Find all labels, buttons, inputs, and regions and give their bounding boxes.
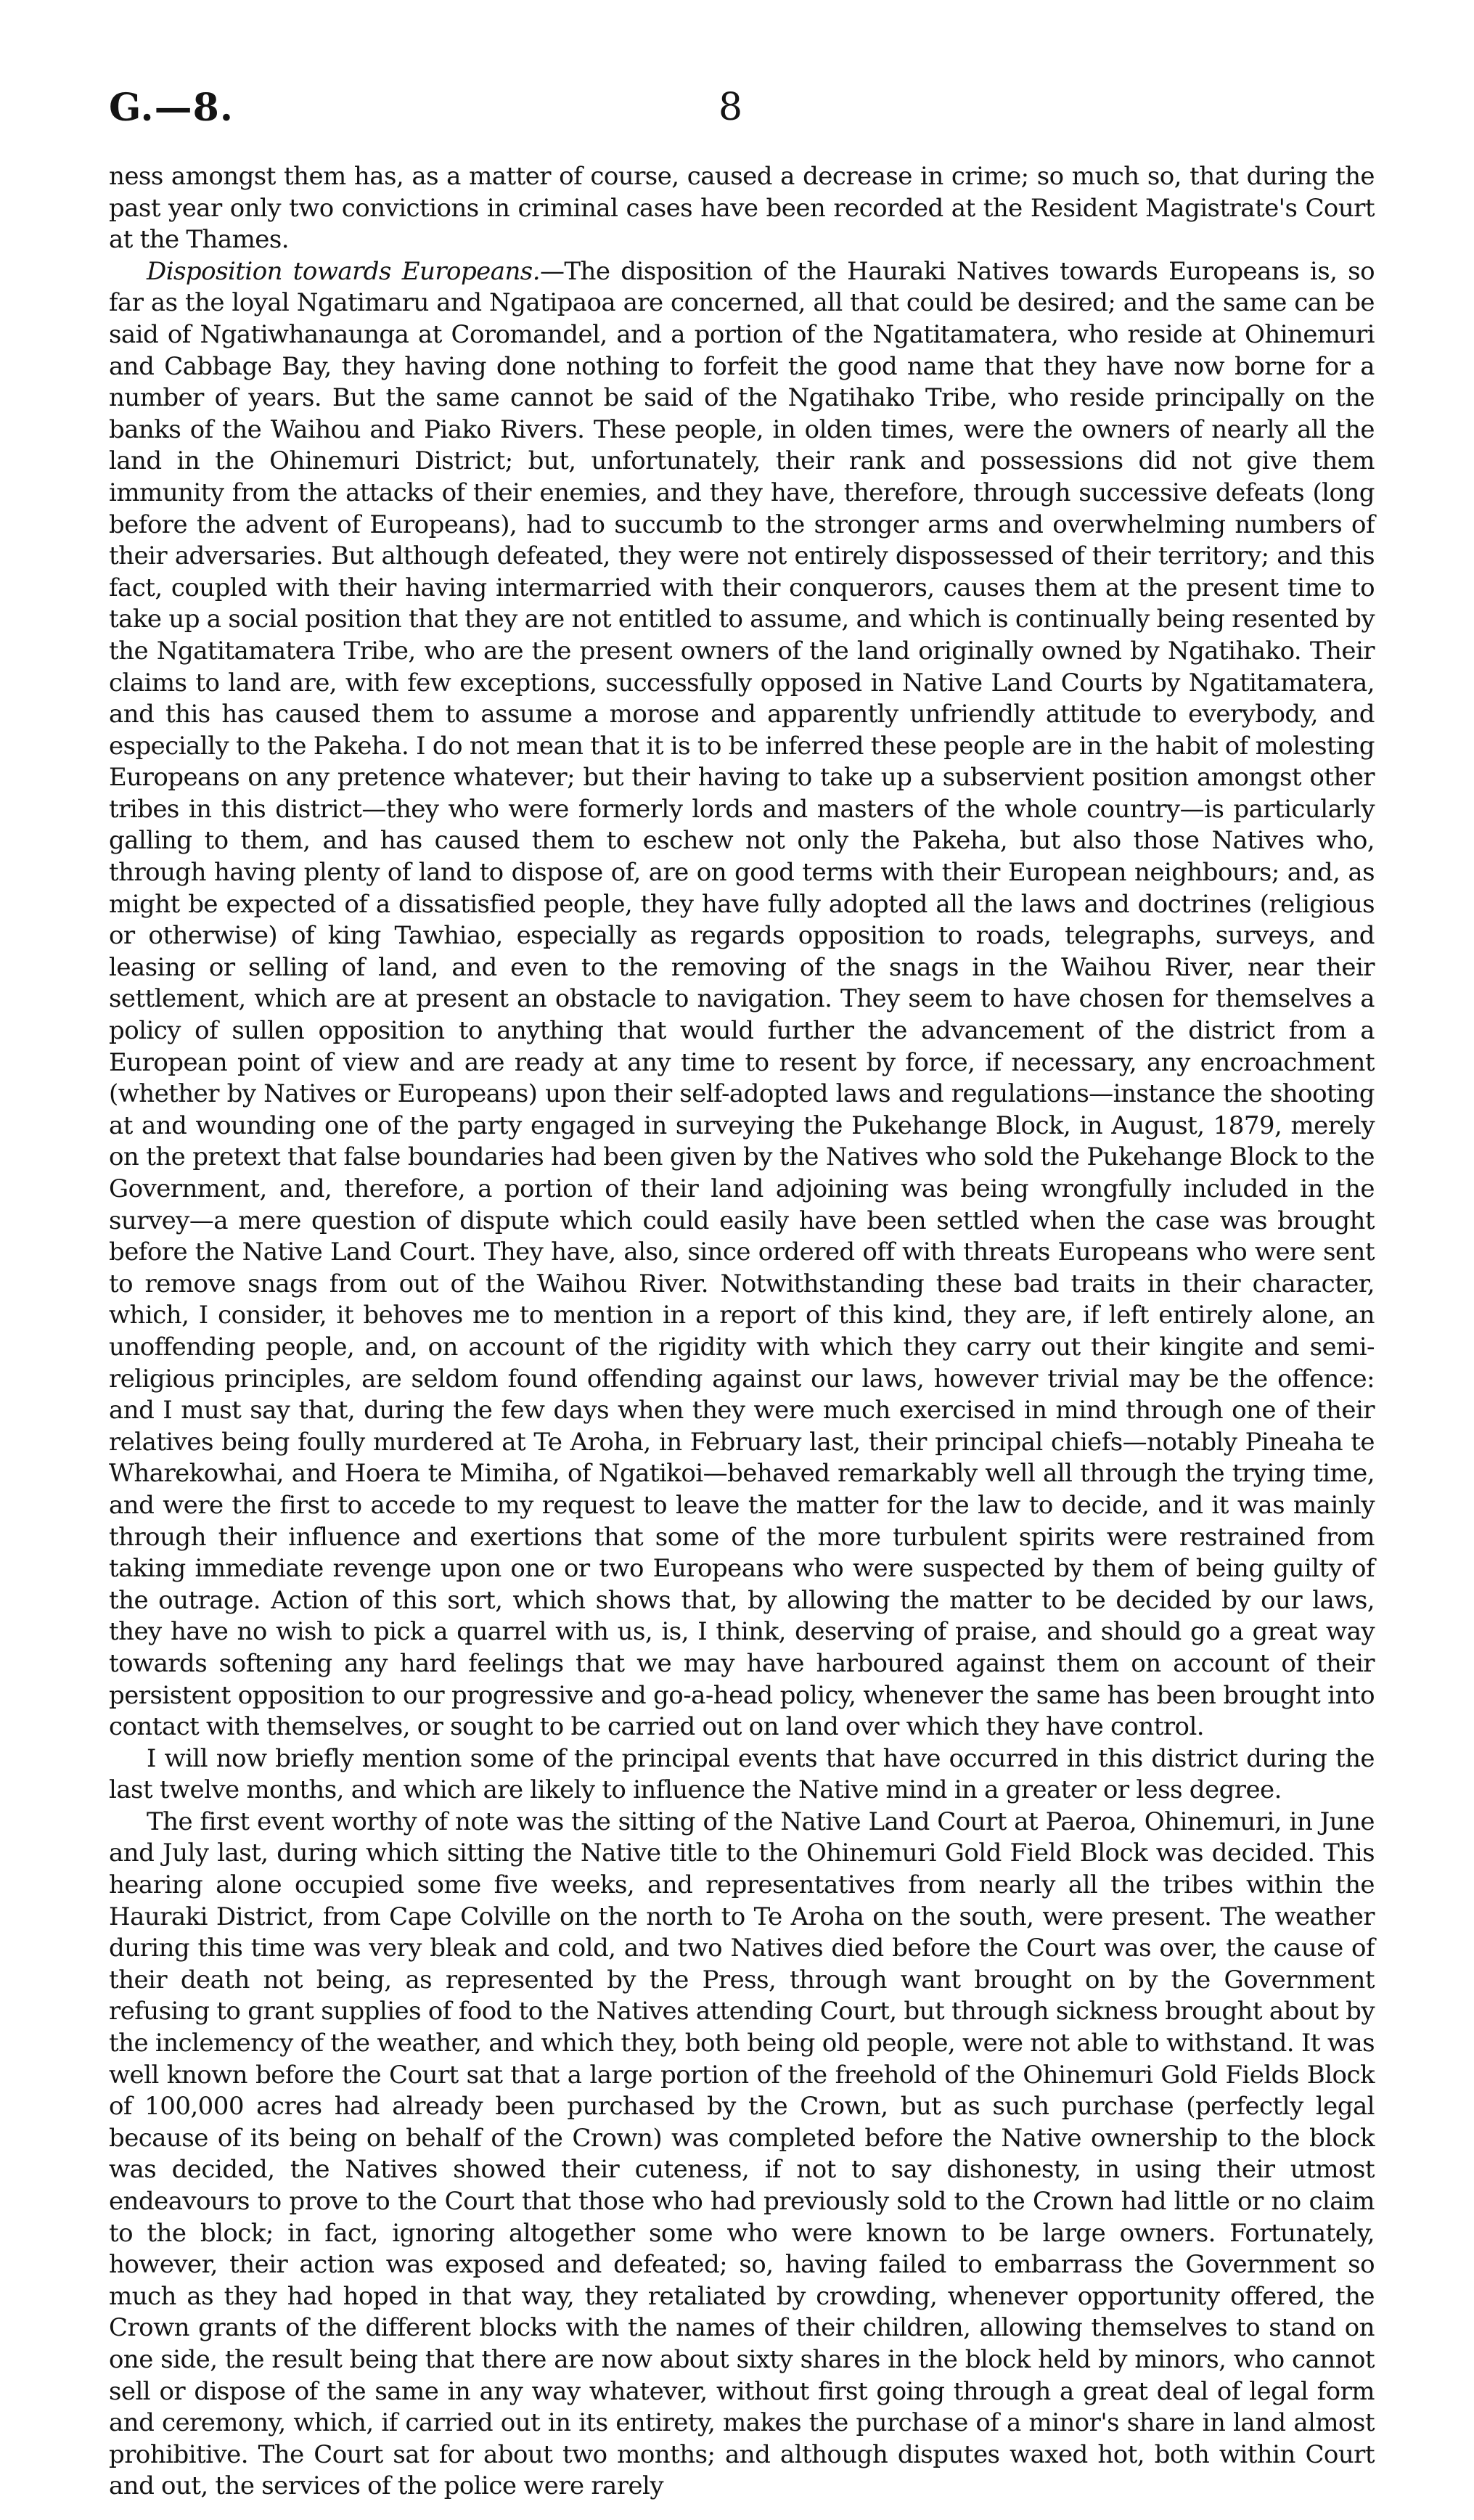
page-number: 8	[718, 86, 743, 129]
section-run-in-heading: Disposition towards Europeans.	[147, 256, 540, 286]
paragraph-land-court	[109, 1807, 1375, 2503]
paragraph-continuation	[109, 161, 1375, 256]
paragraph-disposition	[109, 256, 1375, 1743]
paragraph-text: ness amongst them has, as a matter of course, caused a decrease in crime; so much so, that during the past year only two convictions in criminal cases have been recorded at the Resident Magistrate's Court at the Thames.	[109, 162, 1375, 255]
document-reference: G.—8.	[109, 86, 234, 130]
body-text	[109, 161, 1375, 2503]
paragraph-text: The first event worthy of note was the sitting of the Native Land Court at Paeroa, Ohinemuri, in June and July last, during which sitting the Native title to the Ohinemuri Gold Field Block was decided. This hearing alone occupied some five weeks, and representatives from nearly all the tribes within the Hauraki District, from Cape Colville on the north to Te Aroha on the south, were present. The weather during this time was very bleak and cold, and two Natives died before the Court was over, the cause of their death not being, as represented by the Press, through want brought on by the Government refusing to grant supplies of food to the Natives attending Court, but through sickness brought about by the inclemency of the weather, and which they, both being old people, were not able to withstand. It was well known before the Court sat that a large portion of the freehold of the Ohinemuri Gold Fields Block of 100,000 acres had already been purchased by the Crown, but as such purchase (perfectly legal because of its being on behalf of the Crown) was completed before the Native ownership to the block was decided, the Natives showed their cuteness, if not to say dishonesty, in using their utmost endeavours to prove to the Court that those who had previously sold to the Crown had little or no claim to the block; in fact, ignoring altogether some who were known to be large owners. Fortunately, however, their action was exposed and defeated; so, having failed to embarrass the Government so much as they had hoped in that way, they retaliated by crowding, whenever opportunity offered, the Crown grants of the different blocks with the names of their children, allowing themselves to stand on one side, the result being that there are now about sixty shares in the block held by minors, who cannot sell or dispose of the same in any way whatever, without first going through a great deal of legal form and ceremony, which, if carried out in its entirety, makes the purchase of a minor's share in land almost prohibitive. The Court sat for about two months; and although disputes waxed hot, both within Court and out, the services of the police were rarely	[109, 1807, 1375, 2501]
paragraph-principal-events	[109, 1743, 1375, 1807]
page-header	[109, 86, 1372, 136]
paragraph-text: I will now briefly mention some of the principal events that have occurred in this district during the last twelve months, and which are likely to influence the Native mind in a greater or less degree.	[109, 1743, 1375, 1805]
paragraph-text: —The disposition of the Hauraki Natives towards Europeans is, so far as the loyal Ngatimaru and Ngatipaoa are concerned, all that could be desired; and the same can be said of Ngatiwhanaunga at Coromandel, and a portion of the Ngatitamatera, who reside at Ohinemuri and Cabbage Bay, they having done nothing to forfeit the good name that they have now borne for a number of years. But the same cannot be said of the Ngatihako Tribe, who reside principally on the banks of the Waihou and Piako Rivers. These people, in olden times, were the owners of nearly all the land in the Ohinemuri District; but, unfortunately, their rank and possessions did not give them immunity from the attacks of their enemies, and they have, therefore, through successive defeats (long before the advent of Europeans), had to succumb to the stronger arms and overwhelming numbers of their adversaries. But although defeated, they were not entirely dispossessed of their territory; and this fact, coupled with their having intermarried with their conquerors, causes them at the present time to take up a social position that they are not entitled to assume, and which is continually being resented by the Ngatitamatera Tribe, who are the present owners of the land originally owned by Ngatihako. Their claims to land are, with few exceptions, successfully opposed in Native Land Courts by Ngatitamatera, and this has caused them to assume a morose and apparently unfriendly attitude to everybody, and especially to the Pakeha. I do not mean that it is to be inferred these people are in the habit of molesting Europeans on any pretence whatever; but their having to take up a subservient position amongst other tribes in this district—they who were formerly lords and masters of the whole country—is particularly galling to them, and has caused them to eschew not only the Pakeha, but also those Natives who, through having plenty of land to dispose of, are on good terms with their European neighbours; and, as might be expected of a dissatisfied people, they have fully adopted all the laws and doctrines (religious or otherwise) of king Tawhiao, especially as regards opposition to roads, telegraphs, surveys, and leasing or selling of land, and even to the removing of the snags in the Waihou River, near their settlement, which are at present an obstacle to navigation. They seem to have chosen for themselves a policy of sullen opposition to anything that would further the advancement of the district from a European point of view and are ready at any time to resent by force, if necessary, any encroachment (whether by Natives or Europeans) upon their self-adopted laws and regulations—instance the shooting at and wounding one of the party engaged in surveying the Pukehange Block, in August, 1879, merely on the pretext that false boundaries had been given by the Natives who sold the Pukehange Block to the Government, and, therefore, a portion of their land adjoining was being wrongfully included in the survey—a mere question of dispute which could easily have been settled when the case was brought before the Native Land Court. They have, also, since ordered off with threats Europeans who were sent to remove snags from out of the Waihou River. Notwithstanding these bad traits in their character, which, I consider, it behoves me to mention in a report of this kind, they are, if left entirely alone, an unoffending people, and, on account of the rigidity with which they carry out their kingite and semi-religious principles, are seldom found offending against our laws, however trivial may be the offence: and I must say that, during the few days when they were much exercised in mind through one of their relatives being foully murdered at Te Aroha, in February last, their principal chiefs—notably Pineaha te Wharekowhai, and Hoera te Mimiha, of Ngatikoi—behaved remarkably well all through the trying time, and were the first to accede to my request to leave the matter for the law to decide, and it was mainly through their influence and exertions that some of the more turbulent spirits were restrained from taking immediate revenge upon one or two Europeans who were suspected by them of being guilty of the outrage. Action of this sort, which shows that, by allowing the matter to be decided by our laws, they have no wish to pick a quarrel with us, is, I think, deserving of praise, and should go a great way towards softening any hard feelings that we may have harboured against them on account of their persistent opposition to our progressive and go-a-head policy, whenever the same has been brought into contact with themselves, or sought to be carried out on land over which they have control.	[109, 256, 1375, 1742]
